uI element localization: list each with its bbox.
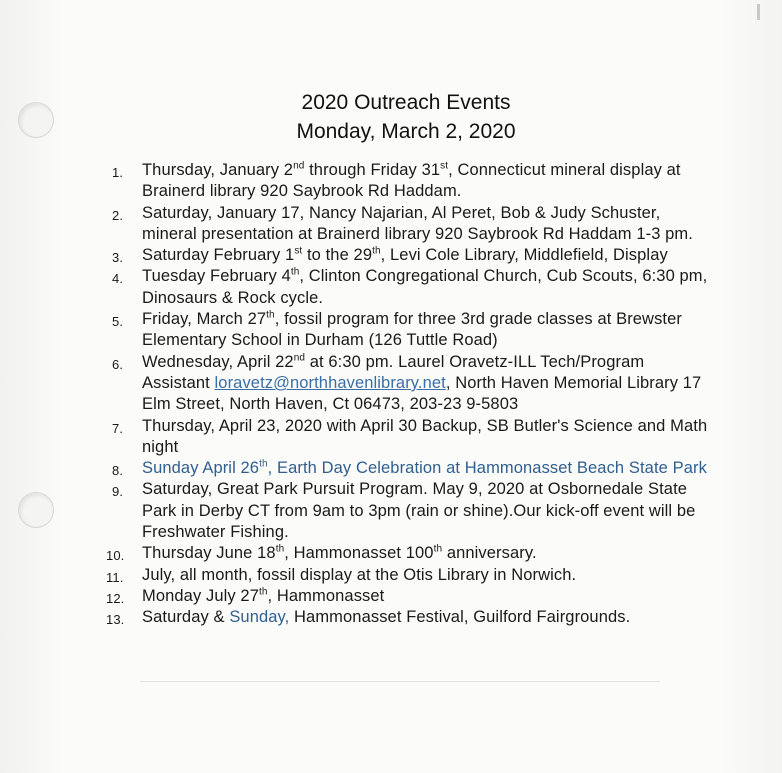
event-text: , Hammonasset	[267, 586, 385, 605]
event-text: Thursday, April 23, 2020 with April 30 Backup, SB Butler's Science and Math night	[142, 416, 708, 456]
event-number: 2.	[112, 207, 124, 223]
event-text: to the 29	[302, 246, 373, 265]
event-text: Friday, March 27	[142, 310, 267, 329]
event-item	[106, 607, 712, 628]
event-text: , Connecticut mineral display at Brainerd library 920 Saybrook Rd Haddam.	[142, 161, 681, 201]
ordinal-suffix: th	[258, 586, 268, 598]
event-item	[112, 416, 712, 459]
ordinal-suffix: st	[440, 160, 449, 172]
event-item	[112, 245, 712, 266]
event-number: 5.	[112, 314, 124, 330]
event-text: , Levi Cole Library, Middlefield, Display	[380, 246, 668, 265]
title-block	[0, 88, 782, 146]
event-item	[112, 160, 712, 203]
event-text: Sunday April 26	[142, 459, 260, 478]
document-title: 2020 Outreach Events	[301, 91, 511, 114]
event-number: 1.	[112, 165, 124, 180]
event-text: , Earth Day Celebration at Hammonasset Beach State Park	[267, 459, 707, 478]
event-text: Thursday June 18	[142, 544, 276, 563]
ordinal-suffix: nd	[293, 352, 306, 364]
event-text: Saturday February 1	[142, 246, 295, 265]
event-number: 6.	[112, 356, 124, 372]
event-item	[112, 309, 712, 352]
event-item	[112, 266, 712, 309]
event-item	[106, 565, 712, 586]
event-text: Sunday,	[229, 608, 290, 627]
event-item	[112, 479, 712, 543]
event-text: through Friday 31	[304, 161, 441, 179]
event-number: 12.	[106, 590, 125, 606]
event-number: 4.	[112, 271, 124, 287]
event-text: Wednesday, April 22	[142, 352, 294, 371]
event-list	[106, 160, 712, 629]
event-number: 3.	[112, 250, 124, 266]
event-text: Hammonasset Festival, Guilford Fairgrounds.	[289, 608, 631, 627]
event-item	[106, 543, 712, 564]
event-text: anniversary.	[442, 544, 537, 563]
bottom-rule	[140, 681, 660, 682]
event-item	[112, 458, 712, 479]
ordinal-suffix: nd	[293, 160, 305, 172]
event-text: Saturday &	[142, 608, 230, 627]
document-date: Monday, March 2, 2020	[296, 120, 516, 143]
event-number: 7.	[112, 420, 124, 436]
event-number: 9.	[112, 484, 124, 500]
ordinal-suffix: st	[294, 245, 303, 257]
event-item	[112, 352, 712, 416]
event-text: , Hammonasset 100	[284, 544, 434, 563]
email-link[interactable]: loravetz@northhavenlibrary.net	[214, 373, 446, 392]
event-item	[112, 203, 712, 246]
ordinal-suffix: th	[372, 245, 381, 257]
event-number: 10.	[106, 548, 125, 564]
binder-hole-middle	[18, 492, 54, 528]
scan-edge-mark	[757, 4, 760, 20]
ordinal-suffix: th	[433, 543, 443, 555]
event-text: Monday July 27	[142, 586, 259, 605]
event-item	[106, 586, 712, 607]
ordinal-suffix: th	[275, 543, 285, 555]
event-text: Saturday, January 17, Nancy Najarian, Al Peret, Bob & Judy Schuster, mineral presentation at Brainerd library 920 Saybrook Rd Haddam 1-3 pm.	[142, 203, 693, 243]
event-text: Tuesday February 4	[142, 267, 291, 286]
ordinal-suffix: th	[266, 309, 275, 321]
ordinal-suffix: th	[259, 458, 268, 470]
event-text: , North Haven Memorial Library 17 Elm Street, North Haven, Ct 06473, 203-23 9-5803	[142, 373, 702, 414]
event-text: , fossil program for three 3rd grade classes at Brewster Elementary School in Durham (126 Tuttle Road)	[142, 310, 682, 350]
event-text: , Clinton Congregational Church, Cub Scouts, 6:30 pm, Dinosaurs & Rock cycle.	[142, 267, 708, 307]
event-number: 11.	[106, 569, 124, 585]
event-text: at 6:30 pm. Laurel Oravetz-ILL Tech/Program Assistant	[142, 352, 645, 392]
event-number: 13.	[106, 612, 125, 628]
event-number: 8.	[112, 463, 124, 479]
event-text: July, all month, fossil display at the Otis Library in Norwich.	[142, 565, 577, 584]
event-text: Saturday, Great Park Pursuit Program. May 9, 2020 at Osbornedale State Park in Derby CT from 9am to 3pm (rain or shine).Our kick-off event will be Freshwater Fishing.	[142, 480, 696, 542]
event-text: Thursday, January 2	[142, 161, 294, 179]
ordinal-suffix: th	[290, 266, 300, 278]
